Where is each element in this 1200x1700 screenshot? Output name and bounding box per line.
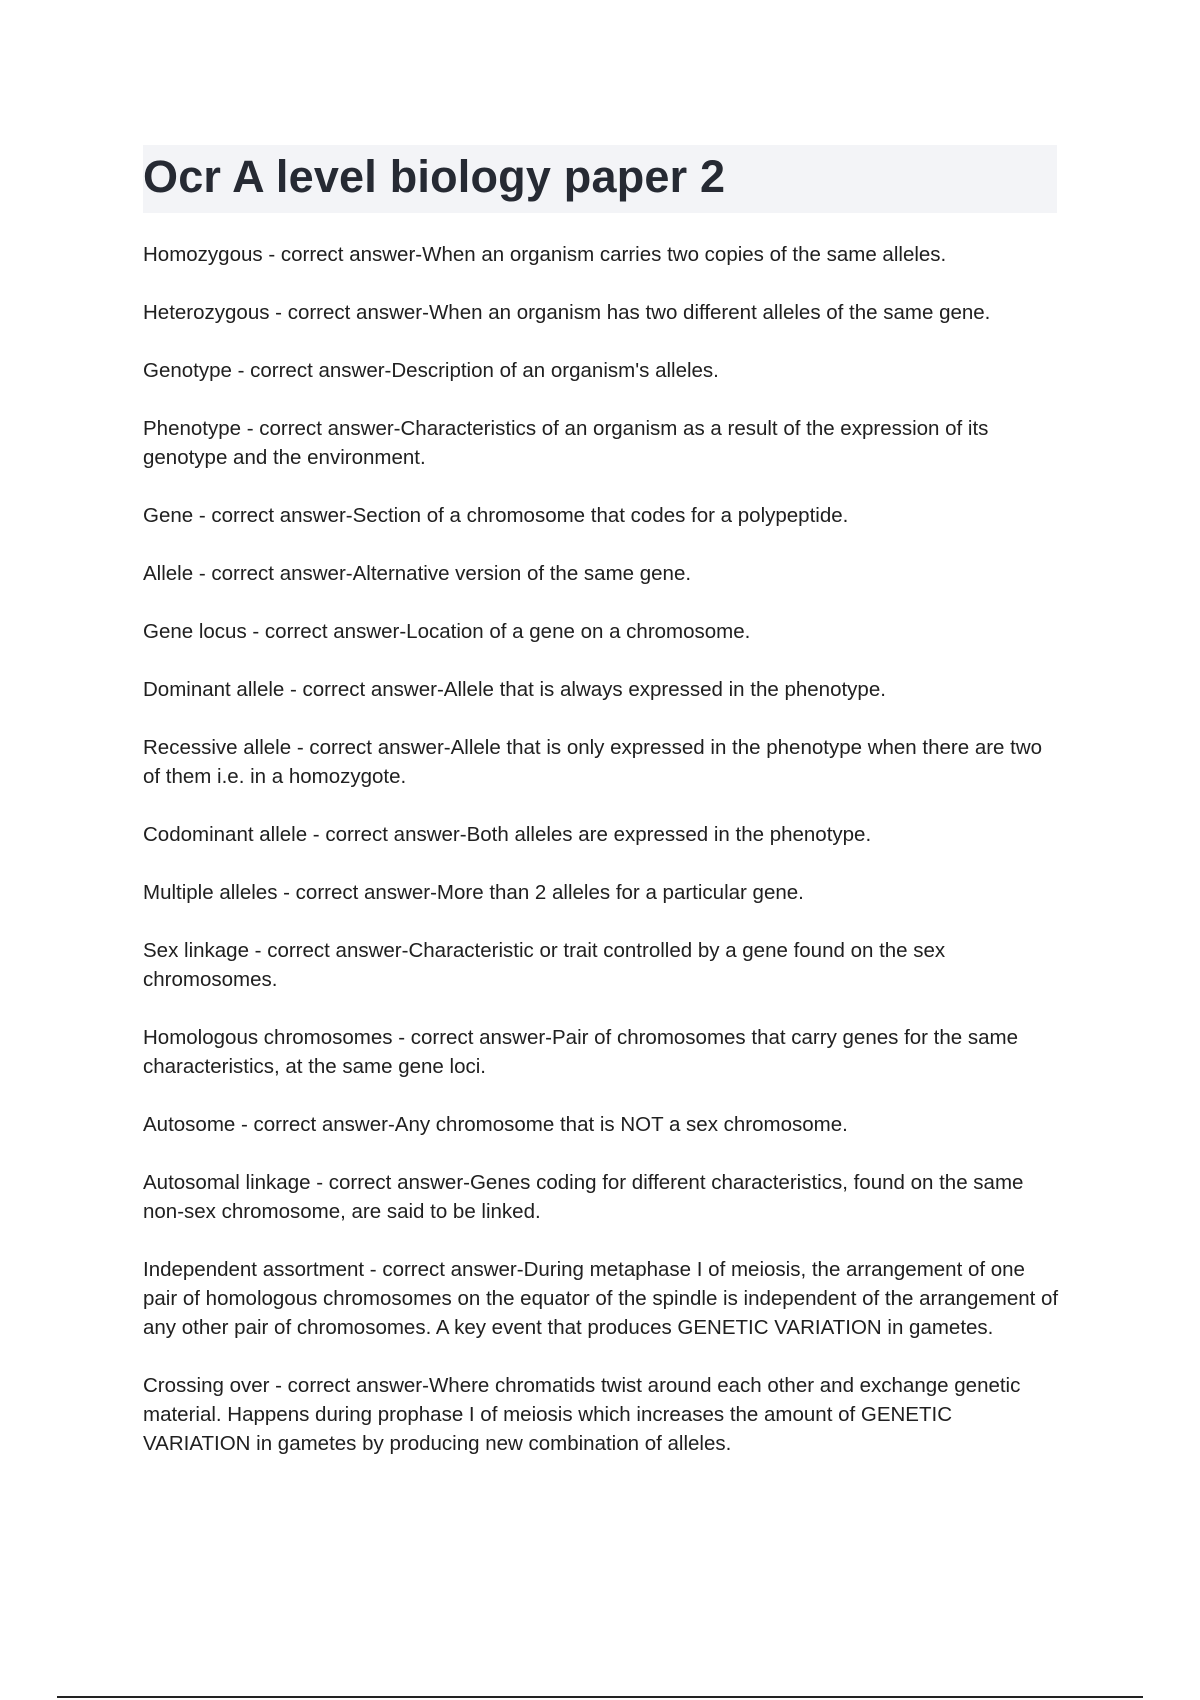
glossary-entry-autosomal-linkage: Autosomal linkage - correct answer-Genes coding for different characteristics, found on the same non-sex chromosome, are said to be linked. <box>143 1171 1024 1223</box>
footer-divider <box>57 1696 1143 1698</box>
glossary-entry-homologous-chromosomes: Homologous chromosomes - correct answer-Pair of chromosomes that carry genes for the same characteristics, at the same gene loci. <box>143 1026 1019 1078</box>
glossary-list <box>143 240 1063 1487</box>
glossary-entry-sex-linkage: Sex linkage - correct answer-Characteristic or trait controlled by a gene found on the sex chromosomes. <box>143 939 946 991</box>
glossary-entry-allele: Allele - correct answer-Alternative version of the same gene. <box>143 562 692 585</box>
glossary-entry-crossing-over: Crossing over - correct answer-Where chromatids twist around each other and exchange genetic material. Happens during prophase I of meiosis which increases the amount of GENETIC VARIATION in gametes by producing new combination of alleles. <box>143 1374 1021 1455</box>
glossary-entry-multiple-alleles: Multiple alleles - correct answer-More than 2 alleles for a particular gene. <box>143 881 804 904</box>
glossary-entry-autosome: Autosome - correct answer-Any chromosome that is NOT a sex chromosome. <box>143 1113 848 1136</box>
glossary-entry-independent-assortment: Independent assortment - correct answer-During metaphase I of meiosis, the arrangement of one pair of homologous chromosomes on the equator of the spindle is independent of the arrangement of any other pair of chromosomes. A key event that produces GENETIC VARIATION in gametes. <box>143 1258 1059 1339</box>
glossary-entry-gene: Gene - correct answer-Section of a chromosome that codes for a polypeptide. <box>143 504 849 527</box>
glossary-entry-genotype: Genotype - correct answer-Description of an organism's alleles. <box>143 359 719 382</box>
glossary-entry-heterozygous: Heterozygous - correct answer-When an organism has two different alleles of the same gene. <box>143 301 991 324</box>
page-title: Ocr A level biology paper 2 <box>143 151 726 202</box>
glossary-entry-codominant-allele: Codominant allele - correct answer-Both alleles are expressed in the phenotype. <box>143 823 872 846</box>
glossary-entry-dominant-allele: Dominant allele - correct answer-Allele that is always expressed in the phenotype. <box>143 678 886 701</box>
glossary-entry-phenotype: Phenotype - correct answer-Characteristics of an organism as a result of the expression of its genotype and the environment. <box>143 417 989 469</box>
glossary-entry-homozygous: Homozygous - correct answer-When an organism carries two copies of the same alleles. <box>143 243 947 266</box>
glossary-entry-gene-locus: Gene locus - correct answer-Location of a gene on a chromosome. <box>143 620 751 643</box>
glossary-entry-recessive-allele: Recessive allele - correct answer-Allele that is only expressed in the phenotype when there are two of them i.e. in a homozygote. <box>143 736 1043 788</box>
